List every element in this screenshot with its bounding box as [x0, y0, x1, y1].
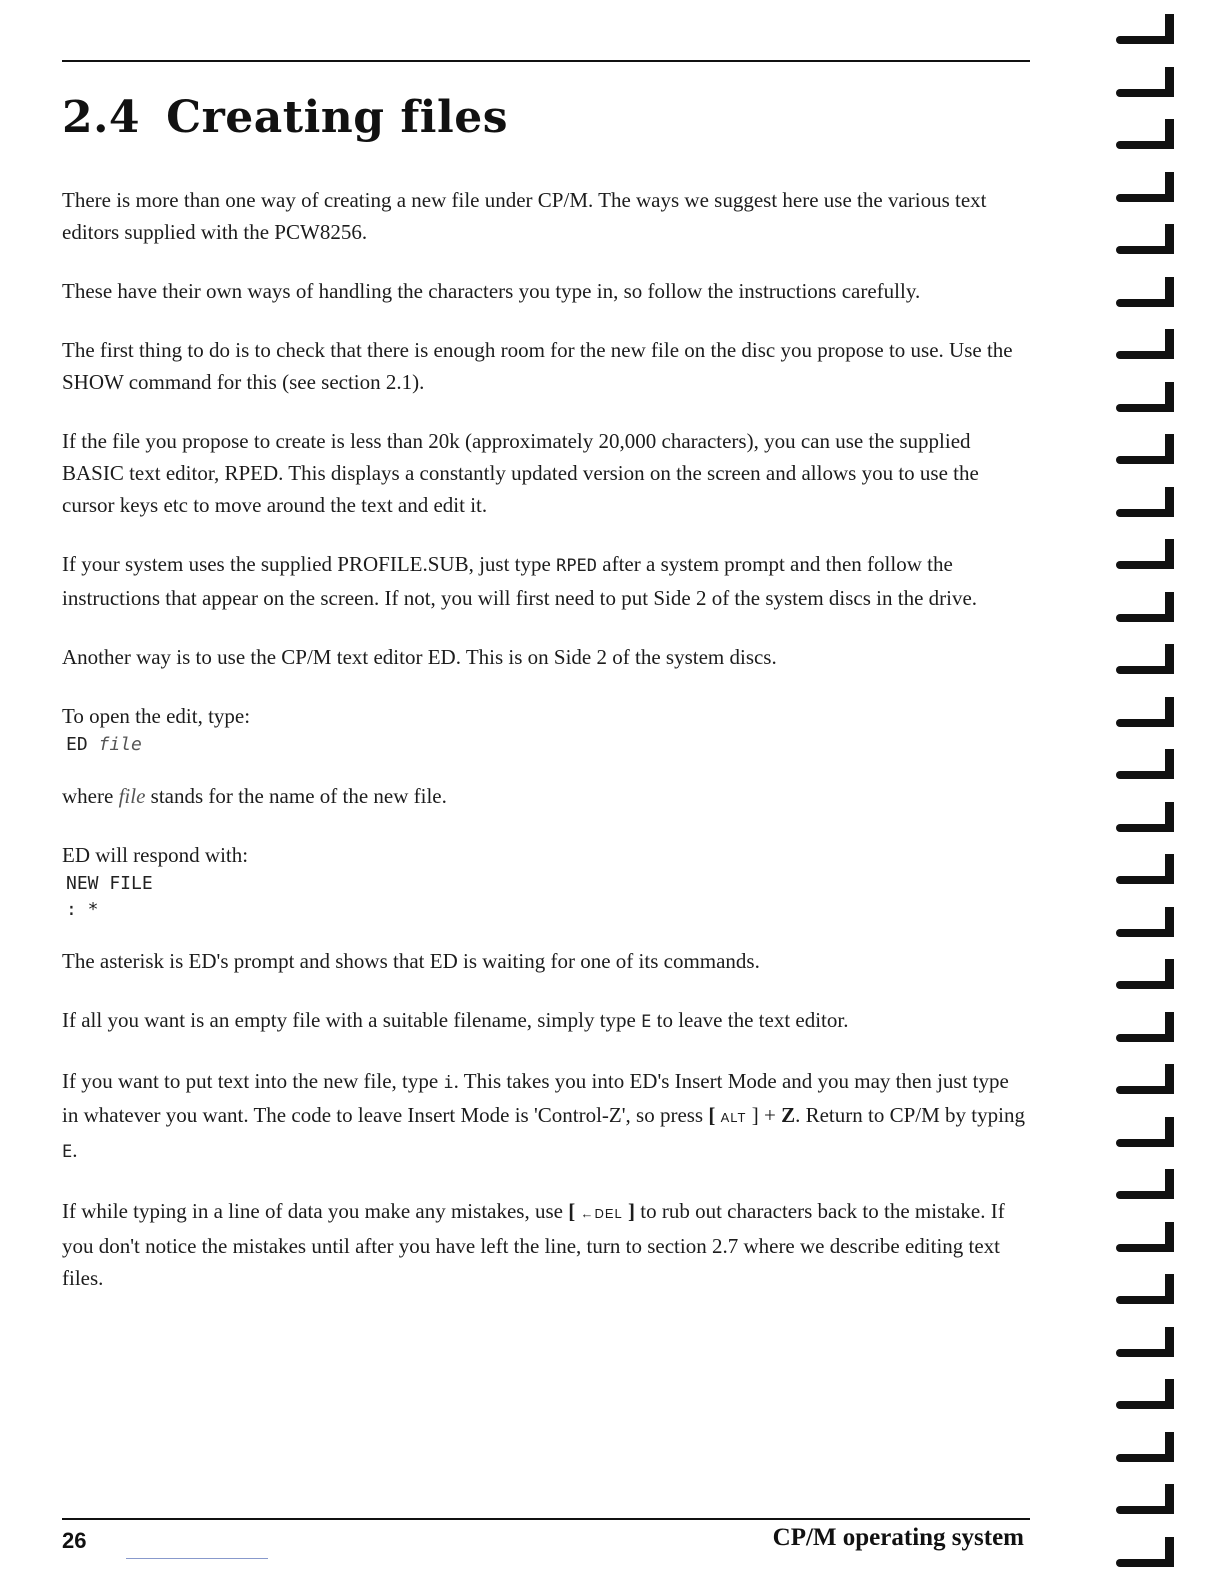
paragraph-mistakes [62, 1195, 1030, 1294]
thumb-tab-mark [1114, 14, 1174, 44]
thumb-tab-mark [1114, 749, 1174, 779]
text-span: If your system uses the supplied PROFILE.SUB, just type [62, 552, 557, 576]
text-span: after a system prompt and then follow the instructions that appear on the screen. If not, you will first need to put Side 2 of the system discs in the drive. [62, 552, 978, 610]
paragraph-where-file [62, 780, 1030, 812]
text-span: where [62, 784, 119, 808]
thumb-tab-mark [1114, 907, 1174, 937]
key-bracket-open: [ [708, 1103, 721, 1127]
section-heading [62, 92, 508, 143]
thumb-tab-mark [1114, 119, 1174, 149]
thumb-tab-mark [1114, 487, 1174, 517]
section-title: Creating files [166, 92, 509, 143]
thumb-tab-mark [1114, 539, 1174, 569]
paragraph-handling: These have their own ways of handling the characters you type in, so follow the instructions carefully. [62, 279, 921, 303]
thumb-tab-mark [1114, 592, 1174, 622]
paragraph-check-room: The first thing to do is to check that there is enough room for the new file on the disc you propose to use. Use the SHOW command for this (see section 2.1). [62, 338, 1013, 394]
text-span: to leave the text editor. [651, 1008, 849, 1032]
text-span: + [758, 1103, 782, 1127]
text-span: stands for the name of the new file. [145, 784, 447, 808]
thumb-tab-mark [1114, 1222, 1174, 1252]
text-span: . This takes you into ED's Insert Mode and you may then just type in whatever you want. The code to leave Insert Mode is 'Control-Z', so press [62, 1069, 1009, 1127]
code-response-line2: : * [66, 899, 99, 920]
thumb-tab-mark [1114, 697, 1174, 727]
inline-code-rped: RPED [556, 556, 598, 576]
key-bracket-close: ] [746, 1103, 759, 1127]
thumb-tab-mark [1114, 224, 1174, 254]
text-span: . [72, 1138, 78, 1162]
thumb-index-tabs [1114, 0, 1174, 1584]
thumb-tab-mark [1114, 1274, 1174, 1304]
key-bracket-open: [ [568, 1199, 581, 1223]
inline-code-i: i [443, 1073, 454, 1093]
code-response-line1: NEW FILE [66, 873, 153, 894]
thumb-tab-mark [1114, 959, 1174, 989]
thumb-tab-mark [1114, 1537, 1174, 1567]
code-ed: ED [66, 734, 88, 755]
thumb-tab-mark [1114, 382, 1174, 412]
text-span: If you want to put text into the new file, type [62, 1069, 444, 1093]
inline-code-e2: E [62, 1142, 73, 1162]
thumb-tab-mark [1114, 1484, 1174, 1514]
paragraph-profile [62, 548, 1030, 614]
thumb-tab-mark [1114, 854, 1174, 884]
footer-title: CP/M operating system [772, 1524, 1024, 1551]
key-bracket-close: ] [622, 1199, 636, 1223]
thumb-tab-mark [1114, 1169, 1174, 1199]
body-text [62, 184, 1030, 1294]
thumb-tab-mark [1114, 644, 1174, 674]
top-rule [62, 60, 1030, 62]
section-number: 2.4 [62, 92, 141, 143]
thumb-tab-mark [1114, 1064, 1174, 1094]
paragraph-ed: Another way is to use the CP/M text editor ED. This is on Side 2 of the system discs. [62, 645, 777, 669]
paragraph-ed-respond: ED will respond with: [62, 843, 249, 867]
paragraph-open-edit: To open the edit, type: [62, 704, 251, 728]
thumb-tab-mark [1114, 1432, 1174, 1462]
key-alt: ALT [720, 1110, 747, 1125]
paragraph-asterisk: The asterisk is ED's prompt and shows that ED is waiting for one of its commands. [62, 949, 760, 973]
italic-file: file [118, 784, 146, 808]
code-file-arg: file [98, 734, 142, 755]
thumb-tab-mark [1114, 1117, 1174, 1147]
paragraph-intro: There is more than one way of creating a new file under CP/M. The ways we suggest here use the various text editors supplied with the PCW8256. [62, 188, 987, 244]
thumb-tab-mark [1114, 1327, 1174, 1357]
text-span: . Return to CP/M by typing [795, 1103, 1025, 1127]
paragraph-rped: If the file you propose to create is less than 20k (approximately 20,000 characters), you can use the supplied BASIC text editor, RPED. This displays a constantly updated version on the screen and allows you to use the cursor keys etc to move around the text and edit it. [62, 429, 979, 517]
thumb-tab-mark [1114, 1012, 1174, 1042]
paragraph-empty-file [62, 1004, 1030, 1038]
text-span: to rub out characters back to the mistake. If you don't notice the mistakes until after you have left the line, turn to section 2.7 where we describe editing text files. [62, 1199, 1005, 1290]
thumb-tab-mark [1114, 434, 1174, 464]
thumb-tab-mark [1114, 277, 1174, 307]
page-number: 26 [62, 1528, 87, 1553]
text-span: If while typing in a line of data you make any mistakes, use [62, 1199, 569, 1223]
thumb-tab-mark [1114, 802, 1174, 832]
thumb-tab-mark [1114, 1379, 1174, 1409]
thumb-tab-mark [1114, 67, 1174, 97]
key-del: ←DEL [580, 1206, 623, 1221]
thumb-tab-mark [1114, 329, 1174, 359]
thumb-tab-mark [1114, 172, 1174, 202]
text-span: If all you want is an empty file with a suitable filename, simply type [62, 1008, 642, 1032]
footer-mark-line [126, 1558, 268, 1559]
key-z: Z [781, 1103, 796, 1127]
paragraph-insert-mode [62, 1065, 1030, 1168]
code-ed-command [62, 732, 1030, 758]
inline-code-e: E [641, 1012, 652, 1032]
bottom-rule [62, 1518, 1030, 1520]
